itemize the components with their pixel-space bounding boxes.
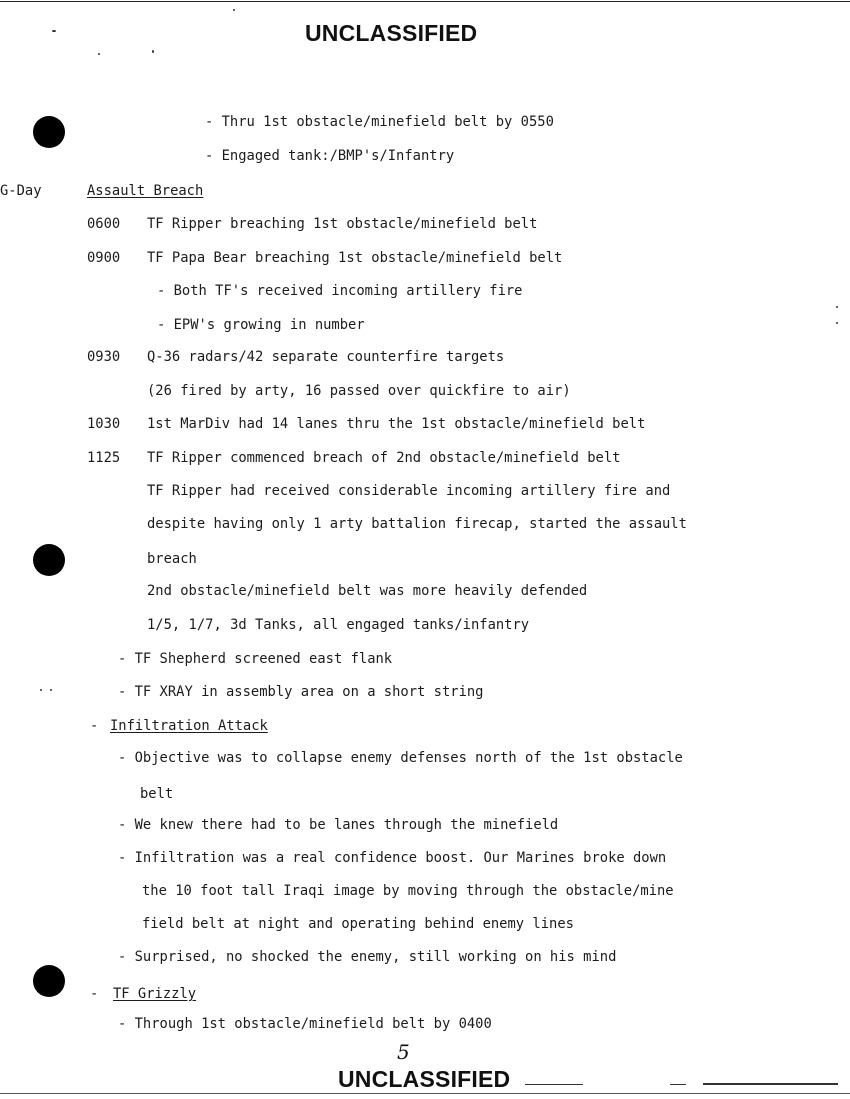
scan-speck (40, 689, 42, 691)
scan-speck (50, 689, 52, 691)
time-stamp: 1125 (87, 450, 121, 466)
subsection-title: Infiltration Attack (110, 718, 268, 734)
text-line: - Engaged tank:/BMP's/Infantry (205, 148, 455, 164)
punch-hole (33, 116, 65, 148)
scan-speck (836, 306, 838, 308)
day-label: G-Day (0, 183, 42, 199)
text-line: - Through 1st obstacle/minefield belt by 0400 (118, 1016, 492, 1032)
text-line: - Surprised, no shocked the enemy, still working on his mind (118, 949, 617, 965)
scan-speck (233, 9, 235, 11)
text-line: belt (140, 786, 174, 802)
subsection-dash: - (90, 718, 99, 734)
top-rule (0, 1, 850, 2)
text-line: - EPW's growing in number (157, 317, 365, 333)
text-line: - Objective was to collapse enemy defenses north of the 1st obstacle (118, 750, 683, 766)
subsection-title: TF Grizzly (113, 986, 197, 1002)
text-line: despite having only 1 arty battalion firecap, started the assault (147, 516, 687, 532)
scan-speck (52, 30, 56, 32)
scan-speck (98, 53, 100, 55)
time-stamp: 0600 (87, 216, 121, 232)
bottom-rule (0, 1093, 850, 1094)
header-classification: UNCLASSIFIED (305, 20, 478, 46)
text-line: (26 fired by arty, 16 passed over quickfire to air) (147, 383, 571, 399)
scan-mark (703, 1083, 838, 1085)
text-line: - We knew there had to be lanes through the minefield (118, 817, 559, 833)
text-line: TF Papa Bear breaching 1st obstacle/minefield belt (147, 250, 563, 266)
footer-classification: UNCLASSIFIED (338, 1066, 511, 1092)
scan-speck (152, 50, 154, 53)
text-line: TF Ripper breaching 1st obstacle/minefield belt (147, 216, 538, 232)
text-line: - TF XRAY in assembly area on a short string (118, 684, 484, 700)
subsection-dash: - (90, 986, 99, 1002)
text-line: - Both TF's received incoming artillery fire (157, 283, 523, 299)
text-line: 1/5, 1/7, 3d Tanks, all engaged tanks/infantry (147, 617, 530, 633)
time-stamp: 0900 (87, 250, 121, 266)
text-line: the 10 foot tall Iraqi image by moving through the obstacle/mine (142, 883, 674, 899)
punch-hole (33, 544, 65, 576)
text-line: 1st MarDiv had 14 lanes thru the 1st obstacle/minefield belt (147, 416, 646, 432)
scan-speck (836, 322, 838, 324)
text-line: - Thru 1st obstacle/minefield belt by 0550 (205, 114, 554, 130)
time-stamp: 0930 (87, 349, 121, 365)
text-line: - Infiltration was a real confidence boost. Our Marines broke down (118, 850, 667, 866)
scan-mark (525, 1084, 583, 1085)
text-line: 2nd obstacle/minefield belt was more heavily defended (147, 583, 588, 599)
page-number: 5 (397, 1040, 410, 1064)
scan-mark (670, 1084, 686, 1085)
time-stamp: 1030 (87, 416, 121, 432)
punch-hole (33, 965, 65, 997)
text-line: - TF Shepherd screened east flank (118, 651, 393, 667)
text-line: field belt at night and operating behind enemy lines (142, 916, 574, 932)
section-title: Assault Breach (87, 183, 204, 199)
text-line: TF Ripper commenced breach of 2nd obstacle/minefield belt (147, 450, 621, 466)
text-line: TF Ripper had received considerable incoming artillery fire and (147, 483, 671, 499)
text-line: Q-36 radars/42 separate counterfire targets (147, 349, 505, 365)
text-line: breach (147, 551, 197, 567)
